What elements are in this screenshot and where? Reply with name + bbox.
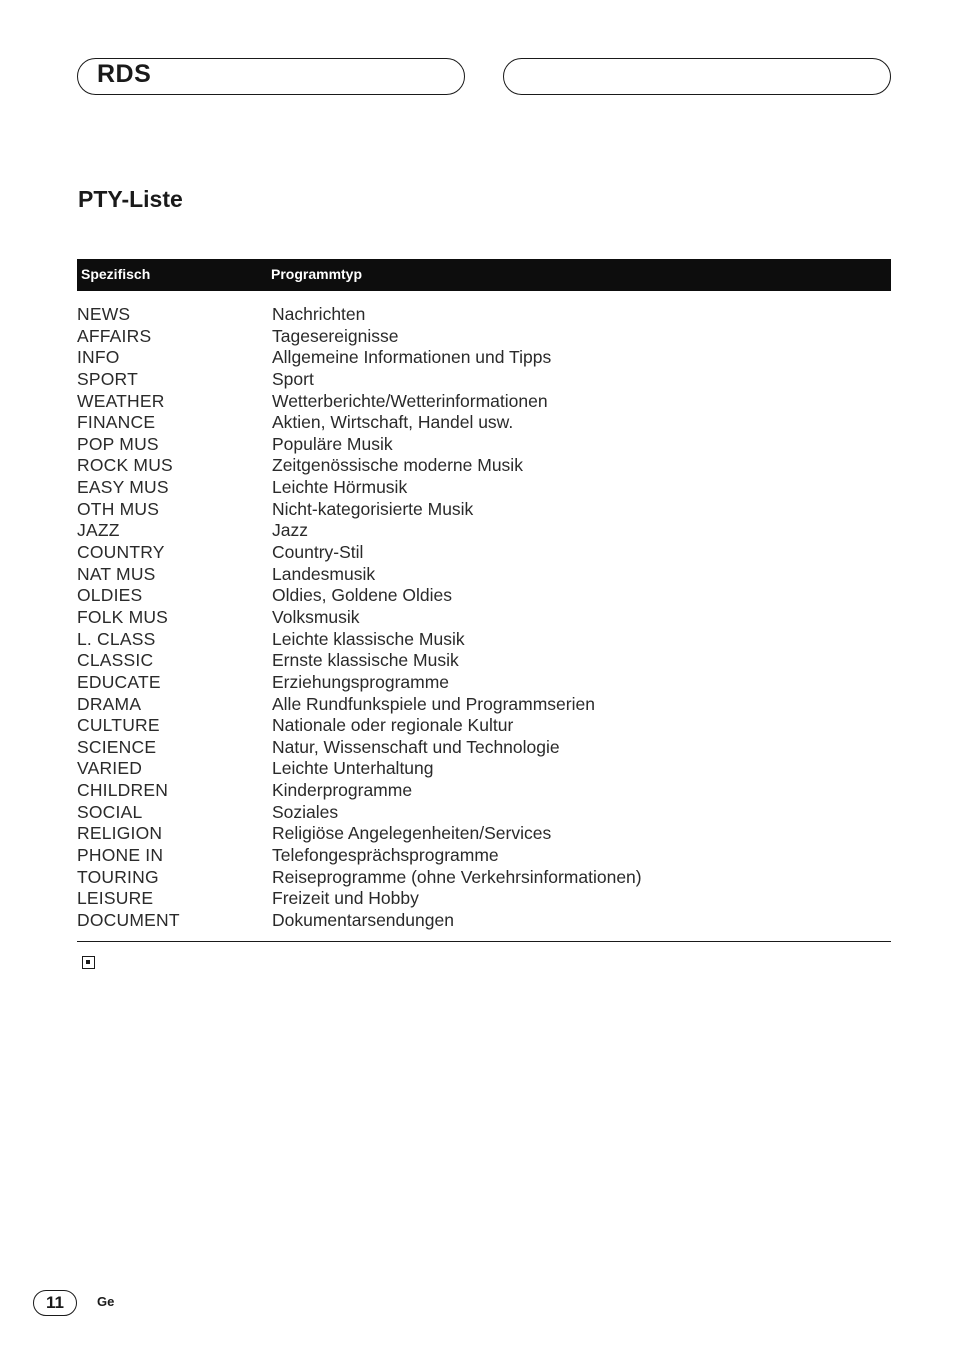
pty-code: SPORT bbox=[77, 368, 138, 389]
column-header-type: Programmtyp bbox=[271, 266, 363, 282]
header-blank-box bbox=[503, 58, 891, 95]
table-row bbox=[77, 607, 891, 629]
pty-code: DRAMA bbox=[77, 693, 142, 714]
pty-code: NEWS bbox=[77, 304, 131, 324]
pty-program-type: Populäre Musik bbox=[272, 433, 393, 454]
pty-code: AFFAIRS bbox=[77, 325, 152, 346]
pty-program-type: Dokumentarsendungen bbox=[272, 909, 454, 930]
end-of-section-icon bbox=[82, 956, 95, 969]
pty-program-type: Nicht-kategorisierte Musik bbox=[272, 498, 474, 519]
pty-program-type: Allgemeine Informationen und Tipps bbox=[272, 347, 552, 368]
pty-code: TOURING bbox=[77, 866, 159, 887]
column-header-code: Spezifisch bbox=[81, 266, 151, 282]
table-row bbox=[77, 650, 891, 672]
pty-code: SOCIAL bbox=[77, 801, 143, 822]
pty-program-type: Alle Rundfunkspiele und Programmserien bbox=[272, 693, 595, 714]
table-row bbox=[77, 326, 891, 348]
pty-code: L. CLASS bbox=[77, 628, 156, 649]
pty-code: LEISURE bbox=[77, 888, 154, 909]
table-row bbox=[77, 629, 891, 651]
table-header bbox=[77, 259, 891, 291]
pty-code: NAT MUS bbox=[77, 563, 156, 584]
pty-program-type: Leichte Hörmusik bbox=[272, 477, 408, 498]
table-row bbox=[77, 564, 891, 586]
table-row bbox=[77, 304, 891, 326]
table-row bbox=[77, 845, 891, 867]
pty-code: CLASSIC bbox=[77, 650, 154, 671]
pty-code: FOLK MUS bbox=[77, 606, 169, 627]
pty-program-type: Soziales bbox=[272, 801, 339, 822]
table-row bbox=[77, 780, 891, 802]
pty-code: COUNTRY bbox=[77, 542, 165, 563]
pty-program-type: Nachrichten bbox=[272, 304, 366, 324]
table-row bbox=[77, 888, 891, 910]
pty-program-type: Tagesereignisse bbox=[272, 325, 399, 346]
pty-code: VARIED bbox=[77, 758, 143, 779]
pty-code: PHONE IN bbox=[77, 845, 164, 866]
table-row bbox=[77, 391, 891, 413]
pty-code: FINANCE bbox=[77, 412, 156, 433]
pty-table-body bbox=[77, 304, 891, 932]
pty-program-type: Oldies, Goldene Oldies bbox=[272, 585, 452, 606]
pty-code: ROCK MUS bbox=[77, 455, 173, 476]
pty-code: POP MUS bbox=[77, 433, 159, 454]
pty-code: JAZZ bbox=[77, 520, 120, 541]
table-row bbox=[77, 542, 891, 564]
pty-code: RELIGION bbox=[77, 823, 163, 844]
pty-program-type: Zeitgenössische moderne Musik bbox=[272, 455, 523, 476]
pty-program-type: Nationale oder regionale Kultur bbox=[272, 715, 514, 736]
pty-code: SCIENCE bbox=[77, 736, 157, 757]
table-row bbox=[77, 715, 891, 737]
table-row bbox=[77, 737, 891, 759]
table-row bbox=[77, 455, 891, 477]
pty-code: EASY MUS bbox=[77, 477, 169, 498]
table-row bbox=[77, 867, 891, 889]
pty-code: CHILDREN bbox=[77, 780, 169, 801]
table-row bbox=[77, 823, 891, 845]
pty-program-type: Religiöse Angelegenheiten/Services bbox=[272, 823, 552, 844]
header-section-box bbox=[77, 58, 465, 95]
pty-program-type: Landesmusik bbox=[272, 563, 376, 584]
pty-code: INFO bbox=[77, 347, 120, 368]
header-title: RDS bbox=[97, 60, 152, 88]
pty-code: WEATHER bbox=[77, 390, 165, 411]
pty-program-type: Country-Stil bbox=[272, 542, 364, 563]
pty-program-type: Ernste klassische Musik bbox=[272, 650, 459, 671]
pty-program-type: Sport bbox=[272, 368, 314, 389]
language-code: Ge bbox=[97, 1294, 115, 1309]
pty-code: OTH MUS bbox=[77, 498, 160, 519]
table-row bbox=[77, 499, 891, 521]
pty-program-type: Leichte klassische Musik bbox=[272, 628, 465, 649]
table-row bbox=[77, 802, 891, 824]
table-row bbox=[77, 477, 891, 499]
table-row bbox=[77, 434, 891, 456]
pty-code: CULTURE bbox=[77, 715, 160, 736]
pty-code: DOCUMENT bbox=[77, 909, 180, 930]
table-row bbox=[77, 585, 891, 607]
section-title: PTY-Liste bbox=[78, 186, 183, 212]
pty-program-type: Jazz bbox=[272, 520, 308, 541]
pty-code: OLDIES bbox=[77, 585, 143, 606]
table-row bbox=[77, 672, 891, 694]
pty-program-type: Natur, Wissenschaft und Technologie bbox=[272, 736, 560, 757]
pty-program-type: Volksmusik bbox=[272, 606, 360, 627]
table-row bbox=[77, 758, 891, 780]
table-row bbox=[77, 347, 891, 369]
pty-program-type: Reiseprogramme (ohne Verkehrsinformationen) bbox=[272, 866, 642, 887]
pty-program-type: Kinderprogramme bbox=[272, 780, 413, 801]
pty-program-type: Telefongesprächsprogramme bbox=[272, 845, 499, 866]
table-row bbox=[77, 369, 891, 391]
pty-code: EDUCATE bbox=[77, 671, 161, 692]
table-bottom-rule bbox=[77, 941, 891, 942]
pty-program-type: Freizeit und Hobby bbox=[272, 888, 419, 909]
page-number: 11 bbox=[33, 1290, 77, 1316]
pty-program-type: Erziehungsprogramme bbox=[272, 671, 450, 692]
table-row bbox=[77, 412, 891, 434]
table-row bbox=[77, 910, 891, 932]
table-row bbox=[77, 520, 891, 542]
table-row bbox=[77, 694, 891, 716]
pty-program-type: Leichte Unterhaltung bbox=[272, 758, 434, 779]
pty-program-type: Aktien, Wirtschaft, Handel usw. bbox=[272, 412, 514, 433]
pty-program-type: Wetterberichte/Wetterinformationen bbox=[272, 390, 548, 411]
